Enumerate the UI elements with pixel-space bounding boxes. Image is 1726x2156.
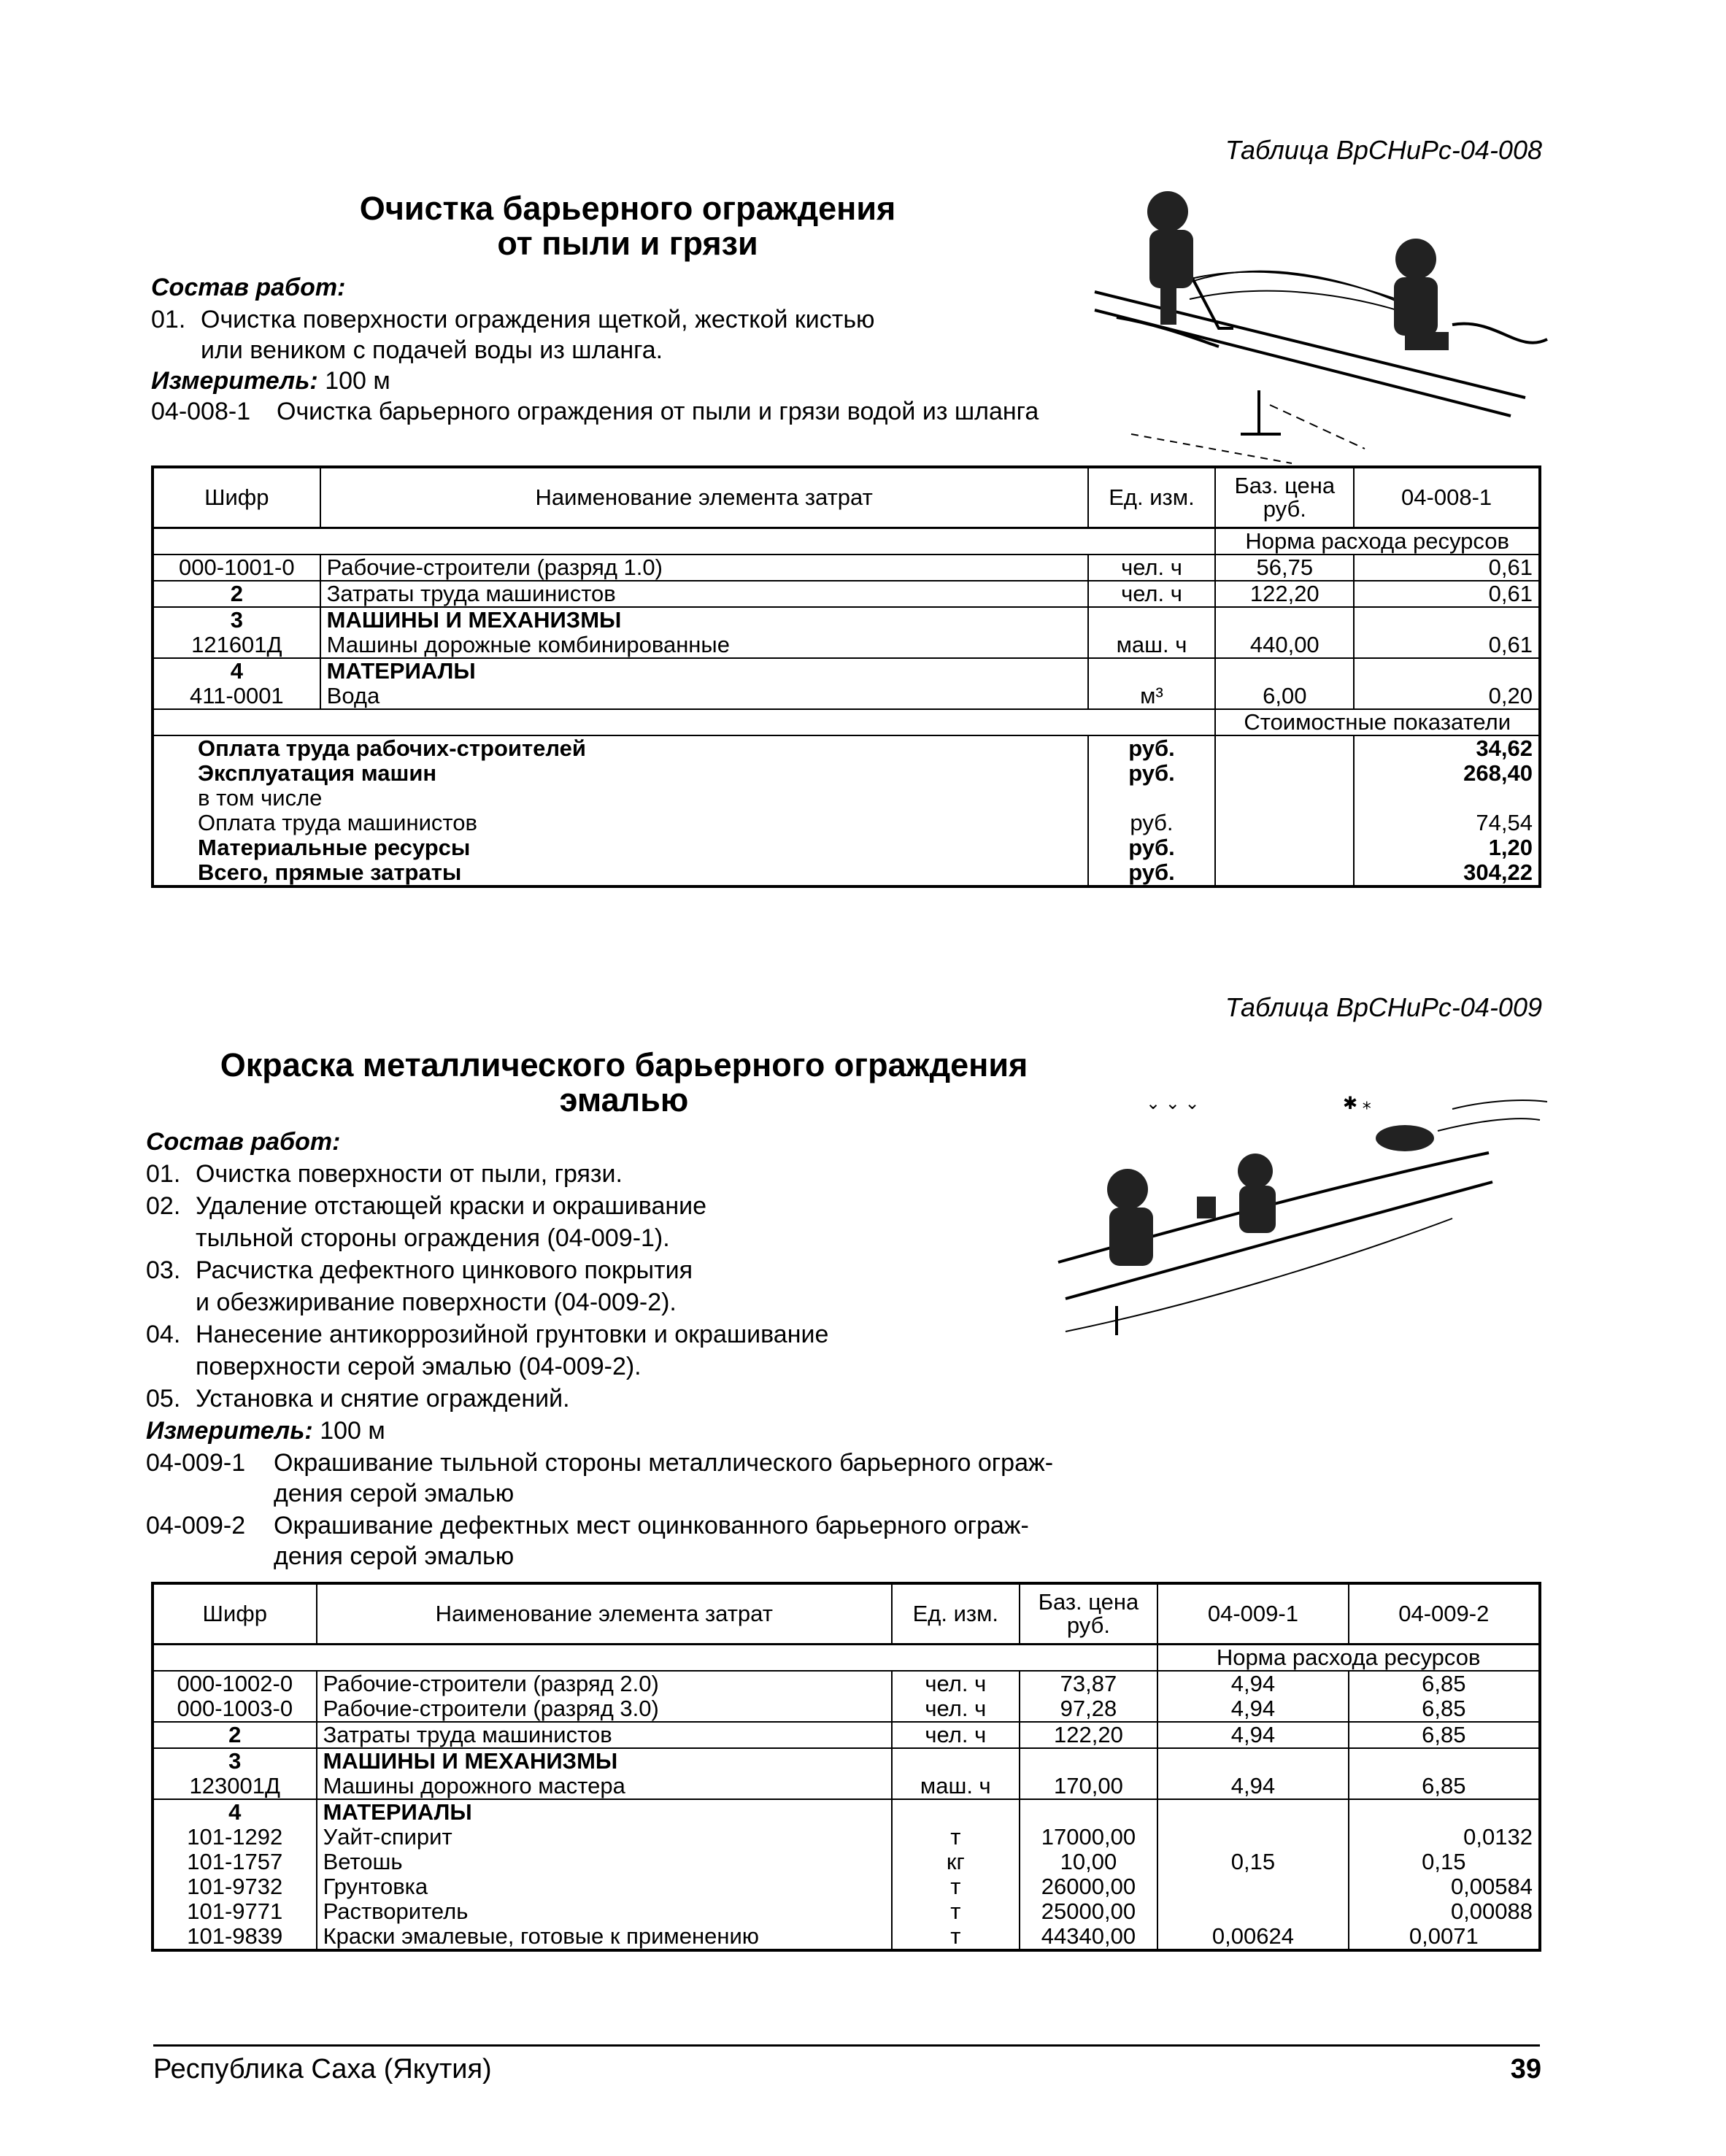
table-row: 101-9771 Растворитель т 25000,00 0,00088 bbox=[153, 1899, 1540, 1924]
table-row: 101-1292 Уайт-спирит т 17000,00 0,0132 bbox=[153, 1825, 1540, 1850]
table-row: 3 МАШИНЫ И МЕХАНИЗМЫ bbox=[153, 1748, 1540, 1774]
measure-label: Измеритель: bbox=[146, 1417, 313, 1445]
title-line: Окраска металлического барьерного ограждения bbox=[220, 1046, 1028, 1083]
footer-divider bbox=[153, 2044, 1540, 2047]
cost-row: Оплата труда рабочих-строителей руб. 34,62 bbox=[153, 735, 1540, 761]
measure-label: Измеритель: bbox=[151, 367, 318, 395]
svg-text:⌄ ⌄ ⌄: ⌄ ⌄ ⌄ bbox=[1146, 1094, 1200, 1113]
resource-table bbox=[151, 465, 1541, 888]
header-cell: Наименование элемента затрат bbox=[317, 1583, 892, 1645]
title-line: эмалью bbox=[559, 1081, 689, 1118]
work-num: 01. bbox=[151, 306, 186, 333]
resource-table bbox=[151, 1582, 1541, 1952]
measure-value: 100 м bbox=[320, 1417, 385, 1445]
cost-row: Оплата труда машинистов руб. 74,54 bbox=[153, 811, 1540, 835]
table-row: 3 МАШИНЫ И МЕХАНИЗМЫ bbox=[153, 607, 1540, 633]
workers-painting-barrier-icon bbox=[1044, 1087, 1547, 1350]
workers-washing-barrier-icon bbox=[1073, 171, 1554, 478]
table-row: 101-9839 Краски эмалевые, готовые к применению т 44340,00 0,00624 0,0071 bbox=[153, 1924, 1540, 1950]
code: 04-008-1 bbox=[151, 398, 251, 425]
table-row: 000-1001-0 Рабочие-строители (разряд 1.0) чел. ч 56,75 0,61 bbox=[153, 555, 1540, 581]
table-row: 000-1002-0 Рабочие-строители (разряд 2.0) чел. ч 73,87 4,94 6,85 bbox=[153, 1671, 1540, 1696]
cost-row: Материальные ресурсы руб. 1,20 bbox=[153, 835, 1540, 860]
table-row: 123001Д Машины дорожного мастера маш. ч 170,00 4,94 6,85 bbox=[153, 1774, 1540, 1799]
table-row: 2 Затраты труда машинистов чел. ч 122,20 0,61 bbox=[153, 581, 1540, 607]
table-row: 4 МАТЕРИАЛЫ bbox=[153, 1799, 1540, 1825]
cost-row: Всего, прямые затраты руб. 304,22 bbox=[153, 860, 1540, 886]
work-label: Состав работ: bbox=[146, 1128, 341, 1156]
measure-value: 100 м bbox=[325, 367, 390, 395]
cost-row: в том числе bbox=[153, 786, 1540, 811]
header-cell: Шифр bbox=[153, 1583, 317, 1645]
table-row: 000-1003-0 Рабочие-строители (разряд 3.0) чел. ч 97,28 4,94 6,85 bbox=[153, 1696, 1540, 1722]
code-item-cont: дения серой эмалью bbox=[274, 1480, 515, 1507]
table-row: 4 МАТЕРИАЛЫ bbox=[153, 658, 1540, 684]
measure bbox=[146, 1415, 385, 1446]
table-row: 2 Затраты труда машинистов чел. ч 122,20 4,94 6,85 bbox=[153, 1722, 1540, 1748]
code-text: Очистка барьерного ограждения от пыли и грязи водой из шланга bbox=[277, 398, 1039, 425]
header-cell: Наименование элемента затрат bbox=[320, 467, 1088, 528]
section-title bbox=[146, 1048, 1102, 1118]
table-row: 101-1757 Ветошь кг 10,00 0,15 0,15 bbox=[153, 1850, 1540, 1874]
cost-row: Эксплуатация машин руб. 268,40 bbox=[153, 761, 1540, 786]
table-row: 121601Д Машины дорожные комбинированные маш. ч 440,00 0,61 bbox=[153, 633, 1540, 658]
work-text: Очистка поверхности ограждения щеткой, жесткой кистью bbox=[201, 306, 875, 333]
header-cell: Баз. цена руб. bbox=[1215, 467, 1354, 528]
header-cell: Баз. цена руб. bbox=[1020, 1583, 1158, 1645]
header-cell: 04-009-2 bbox=[1349, 1583, 1540, 1645]
page-number: 39 bbox=[1510, 2054, 1541, 2084]
header-cell: Шифр bbox=[153, 467, 320, 528]
table-caption: Таблица ВрСНиРс-04-009 bbox=[1225, 992, 1542, 1022]
header-cell: 04-009-1 bbox=[1157, 1583, 1348, 1645]
header-cell: 04-008-1 bbox=[1354, 467, 1540, 528]
work-text: или веником с подачей воды из шланга. bbox=[201, 336, 663, 364]
section-title bbox=[277, 191, 978, 261]
cost-header: Стоимостные показатели bbox=[1215, 709, 1540, 735]
table-row: 411-0001 Вода м³ 6,00 0,20 bbox=[153, 684, 1540, 709]
footer-region: Республика Саха (Якутия) bbox=[153, 2054, 492, 2084]
norm-header: Норма расхода ресурсов bbox=[1215, 528, 1540, 555]
title-line: Очистка барьерного ограждения bbox=[359, 190, 896, 227]
header-cell: Ед. изм. bbox=[1088, 467, 1216, 528]
title-line: от пыли и грязи bbox=[497, 225, 758, 262]
norm-header: Норма расхода ресурсов bbox=[1157, 1645, 1540, 1672]
table-caption: Таблица ВрСНиРс-04-008 bbox=[1225, 135, 1542, 165]
header-cell: Ед. изм. bbox=[892, 1583, 1020, 1645]
work-label: Состав работ: bbox=[151, 274, 346, 301]
svg-text:✱ ⁎: ✱ ⁎ bbox=[1343, 1094, 1371, 1113]
table-row: 101-9732 Грунтовка т 26000,00 0,00584 bbox=[153, 1874, 1540, 1899]
code-item-cont: дения серой эмалью bbox=[274, 1542, 515, 1570]
measure bbox=[151, 366, 390, 396]
